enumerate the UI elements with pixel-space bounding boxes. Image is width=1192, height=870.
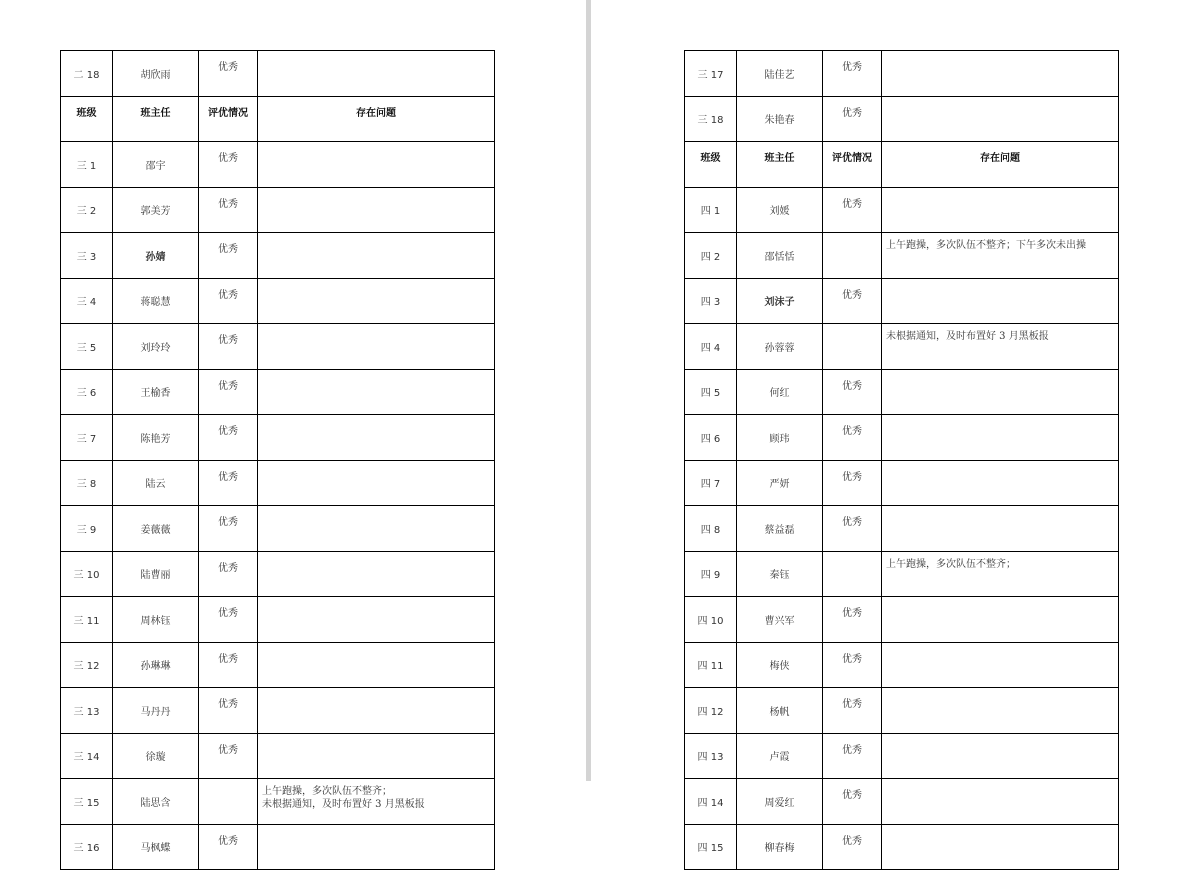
class-cell: 四 2 <box>685 233 737 279</box>
issue-text: 上午跑操，多次队伍不整齐； <box>262 786 392 797</box>
rating-cell: 优秀 <box>199 460 258 506</box>
issue-text: 上午跑操，多次队伍不整齐；下午多次未出操 <box>886 240 1086 251</box>
issue-cell <box>258 233 495 279</box>
issue-cell <box>258 733 495 779</box>
issue-cell <box>258 597 495 643</box>
class-cell: 三 8 <box>61 460 113 506</box>
class-cell: 三 13 <box>61 688 113 734</box>
rating-cell: 优秀 <box>199 506 258 552</box>
class-cell: 三 9 <box>61 506 113 552</box>
issue-cell <box>258 779 495 825</box>
rating-cell: 优秀 <box>823 96 882 142</box>
teacher-cell: 陆思含 <box>113 779 199 825</box>
table-row <box>685 324 1119 370</box>
table-header-row <box>61 96 495 142</box>
class-cell: 三 1 <box>61 142 113 188</box>
header-issue: 存在问题 <box>258 96 495 142</box>
class-cell: 四 1 <box>685 187 737 233</box>
teacher-cell: 蒋聪慧 <box>113 278 199 324</box>
teacher-cell: 孙琳琳 <box>113 642 199 688</box>
teacher-cell: 陈艳芳 <box>113 415 199 461</box>
table-row <box>685 96 1119 142</box>
header-class: 班级 <box>61 96 113 142</box>
header-rating: 评优情况 <box>823 142 882 188</box>
class-cell: 四 7 <box>685 460 737 506</box>
issue-cell <box>258 824 495 870</box>
rating-cell <box>823 551 882 597</box>
class-cell: 三 3 <box>61 233 113 279</box>
rating-cell: 优秀 <box>199 51 258 97</box>
rating-cell: 优秀 <box>199 551 258 597</box>
rating-cell: 优秀 <box>823 460 882 506</box>
header-class: 班级 <box>685 142 737 188</box>
table-row <box>61 506 495 552</box>
teacher-cell: 郭美芳 <box>113 187 199 233</box>
rating-cell <box>823 324 882 370</box>
teacher-cell: 卢霞 <box>737 733 823 779</box>
teacher-cell: 孙蓉蓉 <box>737 324 823 370</box>
class-cell: 四 5 <box>685 369 737 415</box>
teacher-cell: 蔡益磊 <box>737 506 823 552</box>
rating-cell: 优秀 <box>199 597 258 643</box>
table-row <box>685 187 1119 233</box>
table-row <box>685 460 1119 506</box>
table-row <box>61 369 495 415</box>
rating-cell: 优秀 <box>199 233 258 279</box>
class-cell: 四 8 <box>685 506 737 552</box>
table-row <box>685 597 1119 643</box>
rating-cell: 优秀 <box>823 824 882 870</box>
issue-text: 上午跑操，多次队伍不整齐； <box>886 558 1016 570</box>
issue-text: 未根据通知，及时布置好 3 月黑板报 <box>262 799 425 810</box>
issue-cell <box>882 460 1119 506</box>
class-cell: 四 9 <box>685 551 737 597</box>
table-row <box>61 324 495 370</box>
issue-cell <box>258 415 495 461</box>
teacher-cell: 刘玲玲 <box>113 324 199 370</box>
rating-cell: 优秀 <box>823 597 882 643</box>
class-cell: 四 10 <box>685 597 737 643</box>
issue-cell <box>882 96 1119 142</box>
class-cell: 三 5 <box>61 324 113 370</box>
teacher-cell: 杨帆 <box>737 688 823 734</box>
teacher-cell: 徐璇 <box>113 733 199 779</box>
issue-cell <box>882 187 1119 233</box>
table-row <box>61 415 495 461</box>
class-cell: 四 4 <box>685 324 737 370</box>
issue-cell <box>258 506 495 552</box>
teacher-cell: 孙婧 <box>113 233 199 279</box>
teacher-cell: 顾玮 <box>737 415 823 461</box>
issue-cell <box>258 142 495 188</box>
table-row <box>61 733 495 779</box>
issue-cell <box>882 551 1119 597</box>
table-row <box>61 779 495 825</box>
teacher-cell: 刘沫子 <box>737 278 823 324</box>
teacher-cell: 周爱红 <box>737 779 823 825</box>
class-cell: 二 18 <box>61 51 113 97</box>
teacher-cell: 严妍 <box>737 460 823 506</box>
class-cell: 四 11 <box>685 642 737 688</box>
teacher-cell: 刘媛 <box>737 187 823 233</box>
table-row <box>685 415 1119 461</box>
class-cell: 三 11 <box>61 597 113 643</box>
rating-cell: 优秀 <box>823 642 882 688</box>
teacher-cell: 秦钰 <box>737 551 823 597</box>
table-row <box>685 779 1119 825</box>
issue-cell <box>258 551 495 597</box>
class-cell: 三 6 <box>61 369 113 415</box>
rating-cell: 优秀 <box>823 733 882 779</box>
class-cell: 三 4 <box>61 278 113 324</box>
document-page-right <box>591 0 1192 855</box>
table-row <box>61 187 495 233</box>
teacher-cell: 周林钰 <box>113 597 199 643</box>
table-row <box>685 506 1119 552</box>
table-row <box>685 233 1119 279</box>
rating-cell: 优秀 <box>823 278 882 324</box>
class-cell: 三 15 <box>61 779 113 825</box>
issue-cell <box>258 51 495 97</box>
teacher-cell: 邵恬恬 <box>737 233 823 279</box>
issue-cell <box>882 733 1119 779</box>
header-teacher: 班主任 <box>113 96 199 142</box>
evaluation-table-left <box>60 50 495 870</box>
teacher-cell: 马枫蝶 <box>113 824 199 870</box>
rating-cell: 优秀 <box>199 642 258 688</box>
issue-cell <box>258 324 495 370</box>
rating-cell: 优秀 <box>199 733 258 779</box>
issue-cell <box>258 460 495 506</box>
issue-cell <box>882 233 1119 279</box>
issue-cell <box>258 187 495 233</box>
teacher-cell: 朱艳春 <box>737 96 823 142</box>
rating-cell: 优秀 <box>823 779 882 825</box>
table-row <box>61 142 495 188</box>
table-row <box>61 51 495 97</box>
issue-cell <box>258 369 495 415</box>
class-cell: 四 13 <box>685 733 737 779</box>
evaluation-table-right <box>684 50 1119 870</box>
rating-cell: 优秀 <box>823 415 882 461</box>
class-cell: 三 17 <box>685 51 737 97</box>
teacher-cell: 何红 <box>737 369 823 415</box>
teacher-cell: 邵宇 <box>113 142 199 188</box>
class-cell: 三 18 <box>685 96 737 142</box>
rating-cell <box>823 233 882 279</box>
class-cell: 三 16 <box>61 824 113 870</box>
table-row <box>685 278 1119 324</box>
issue-cell <box>882 278 1119 324</box>
issue-cell <box>882 324 1119 370</box>
header-teacher: 班主任 <box>737 142 823 188</box>
issue-cell <box>882 642 1119 688</box>
rating-cell: 优秀 <box>199 187 258 233</box>
issue-cell <box>258 688 495 734</box>
teacher-cell: 陆云 <box>113 460 199 506</box>
document-page-left <box>0 0 586 855</box>
class-cell: 三 2 <box>61 187 113 233</box>
table-row <box>61 233 495 279</box>
rating-cell: 优秀 <box>199 824 258 870</box>
table-row <box>61 460 495 506</box>
rating-cell: 优秀 <box>199 688 258 734</box>
teacher-cell: 陆曹丽 <box>113 551 199 597</box>
class-cell: 四 6 <box>685 415 737 461</box>
table-row <box>61 551 495 597</box>
class-cell: 四 14 <box>685 779 737 825</box>
teacher-cell: 陆佳艺 <box>737 51 823 97</box>
issue-cell <box>882 779 1119 825</box>
table-row <box>61 824 495 870</box>
teacher-cell: 胡欣雨 <box>113 51 199 97</box>
issue-cell <box>882 369 1119 415</box>
issue-cell <box>882 597 1119 643</box>
rating-cell: 优秀 <box>823 688 882 734</box>
teacher-cell: 马丹丹 <box>113 688 199 734</box>
header-issue: 存在问题 <box>882 142 1119 188</box>
class-cell: 三 7 <box>61 415 113 461</box>
issue-text: 未根据通知，及时布置好 3 月黑板报 <box>886 331 1049 342</box>
rating-cell: 优秀 <box>823 506 882 552</box>
issue-cell <box>882 824 1119 870</box>
header-rating: 评优情况 <box>199 96 258 142</box>
class-cell: 四 12 <box>685 688 737 734</box>
issue-cell <box>882 506 1119 552</box>
rating-cell: 优秀 <box>199 278 258 324</box>
rating-cell: 优秀 <box>823 51 882 97</box>
class-cell: 三 14 <box>61 733 113 779</box>
table-row <box>61 688 495 734</box>
class-cell: 四 15 <box>685 824 737 870</box>
rating-cell: 优秀 <box>823 187 882 233</box>
teacher-cell: 柳春梅 <box>737 824 823 870</box>
table-row <box>685 551 1119 597</box>
issue-cell <box>258 642 495 688</box>
rating-cell: 优秀 <box>199 142 258 188</box>
teacher-cell: 姜薇薇 <box>113 506 199 552</box>
table-row <box>61 642 495 688</box>
issue-cell <box>882 51 1119 97</box>
class-cell: 三 10 <box>61 551 113 597</box>
class-cell: 四 3 <box>685 278 737 324</box>
table-row <box>685 642 1119 688</box>
table-row <box>685 51 1119 97</box>
teacher-cell: 梅侠 <box>737 642 823 688</box>
rating-cell: 优秀 <box>199 324 258 370</box>
class-cell: 三 12 <box>61 642 113 688</box>
table-header-row <box>685 142 1119 188</box>
table-row <box>61 597 495 643</box>
table-row <box>685 369 1119 415</box>
table-row <box>685 824 1119 870</box>
table-row <box>685 688 1119 734</box>
rating-cell: 优秀 <box>199 415 258 461</box>
table-row <box>61 278 495 324</box>
rating-cell <box>199 779 258 825</box>
teacher-cell: 曹兴军 <box>737 597 823 643</box>
teacher-cell: 王榆香 <box>113 369 199 415</box>
issue-cell <box>258 278 495 324</box>
table-row <box>685 733 1119 779</box>
rating-cell: 优秀 <box>199 369 258 415</box>
rating-cell: 优秀 <box>823 369 882 415</box>
issue-cell <box>882 688 1119 734</box>
issue-cell <box>882 415 1119 461</box>
